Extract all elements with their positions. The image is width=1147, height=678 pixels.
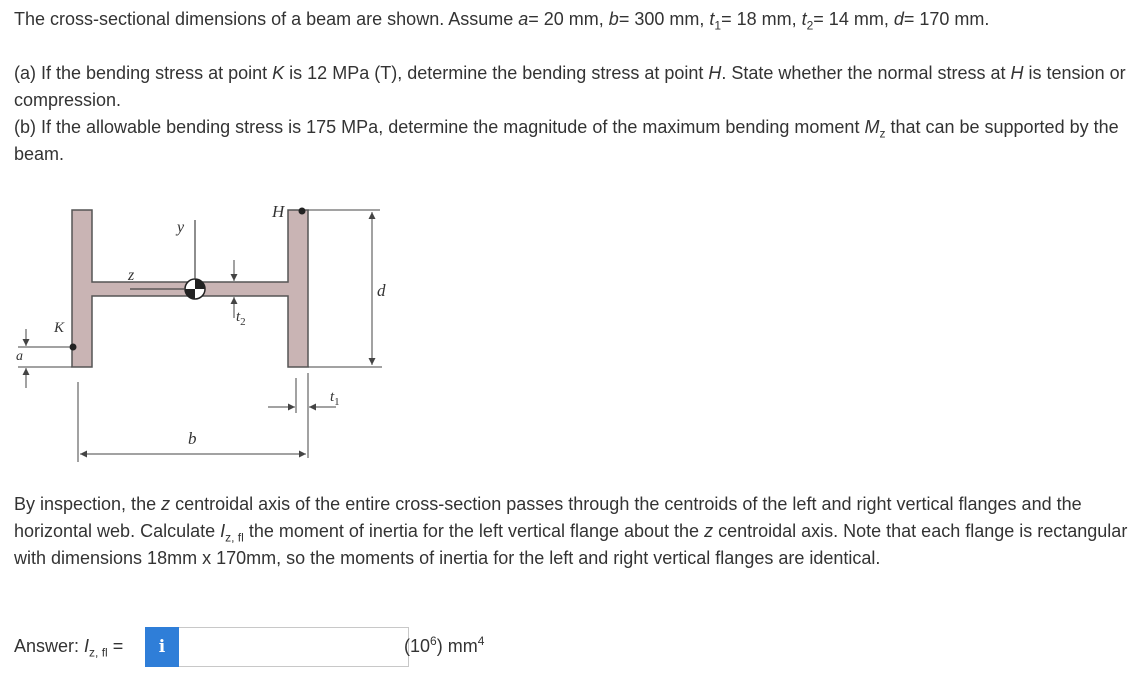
label-y: y — [177, 219, 185, 236]
label-h: H — [272, 202, 285, 221]
answer-label: Answer: $I_{z, fl}$ = — [14, 636, 124, 660]
info-icon[interactable]: i — [145, 627, 179, 667]
answer-units: $(10^6)$ $mm^4$ — [404, 634, 485, 656]
label-t1: $t_1$ — [330, 389, 340, 408]
point-h — [299, 208, 306, 215]
label-t2: $t_2$ — [236, 309, 246, 328]
part-b-question: (b) If the allowable bending stress is 175 MPa, determine the magnitude of the maximum bending moment $M_z$ that can be supported by the beam. — [14, 117, 1119, 164]
inspection-paragraph: By inspection, the z centroidal axis of the entire cross-section passes through the centroids of the left and right vertical flanges and the horizontal web. Calculate $I_{z, fl}$ the moment of inertia for the left vertical flange about the z centroidal axis. Note that each flange is rectangular with dimensions 18mm x 170mm, so the moments of inertia for the left and right vertical flanges are identical. — [14, 494, 1128, 568]
given-values: The cross-sectional dimensions of a beam are shown. Assume a= 20 mm, b= 300 mm, $t_1= 18$ mm, $t_2= 14$ mm, d= 170 mm. — [14, 9, 990, 33]
point-k — [70, 344, 77, 351]
part-a-question: (a) If the bending stress at point K is 12 MPa (T), determine the bending stress at point H. State whether the normal stress at H is tension or compression. — [14, 63, 1126, 110]
answer-input[interactable] — [179, 627, 409, 667]
label-a: a — [16, 349, 23, 364]
label-z: z — [128, 267, 135, 284]
centroid-symbol — [185, 279, 205, 299]
label-k: K — [54, 320, 65, 336]
answer-row — [14, 627, 534, 667]
label-d: d — [377, 281, 386, 300]
beam-cross-section-figure — [10, 198, 430, 468]
label-b: b — [188, 429, 197, 448]
